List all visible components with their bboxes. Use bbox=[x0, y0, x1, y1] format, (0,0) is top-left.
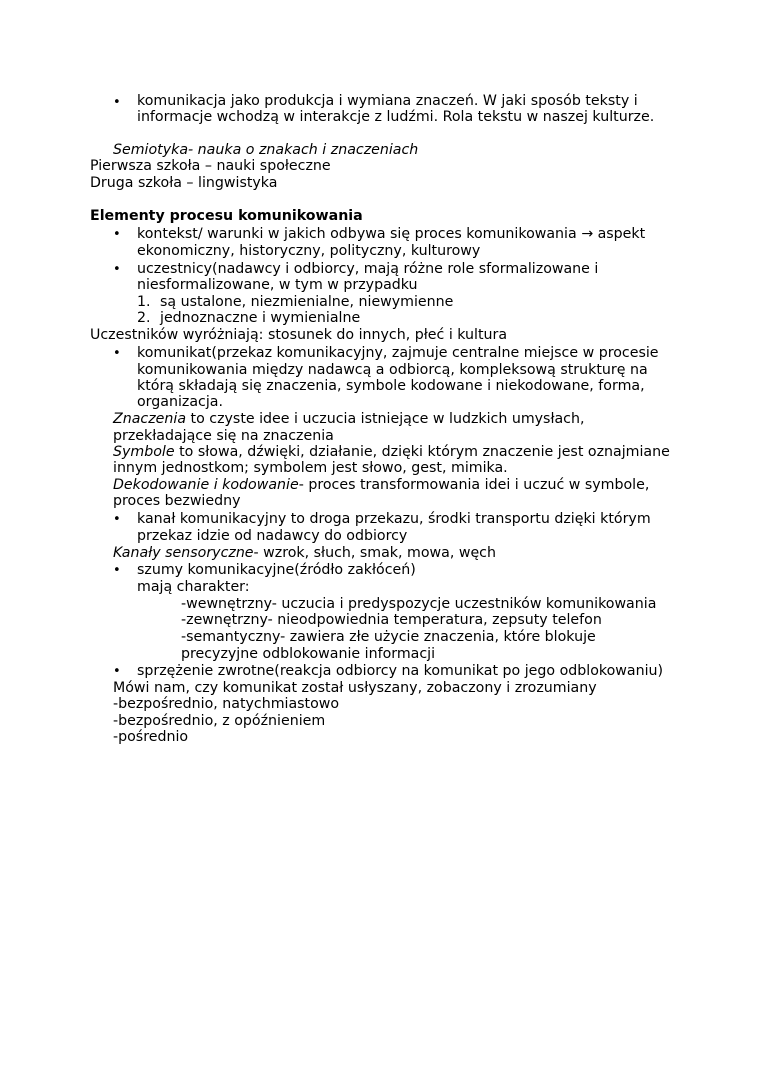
symbole-line-2: innym jednostkom; symbolem jest słowo, gest, mimika. bbox=[113, 460, 508, 476]
symbole-line-1 bbox=[113, 444, 670, 461]
znaczenia-term: Znaczenia bbox=[113, 411, 187, 427]
list-item-2: jednoznaczne i wymienialne bbox=[160, 310, 361, 326]
szumy-line-2: mają charakter: bbox=[137, 579, 250, 595]
second-school: Druga szkoła – lingwistyka bbox=[90, 175, 278, 191]
bullet-marker: • bbox=[113, 262, 121, 277]
participants-distinguish: Uczestników wyróżniają: stosunek do innych, płeć i kultura bbox=[90, 327, 508, 343]
noise-internal: -wewnętrzny- uczucia i predyspozycje uczestników komunikowania bbox=[181, 596, 657, 612]
komunikat-line-1: komunikat(przekaz komunikacyjny, zajmuje centralne miejsce w procesie bbox=[137, 345, 659, 361]
kanal-line-2: przekaz idzie od nadawcy do odbiorcy bbox=[137, 528, 408, 544]
bullet-marker: • bbox=[113, 512, 121, 527]
feedback-indirect: -pośrednio bbox=[113, 729, 189, 745]
first-school: Pierwsza szkoła – nauki społeczne bbox=[90, 158, 331, 174]
komunikat-line-3: którą składają się znaczenia, symbole kodowane i niekodowane, forma, bbox=[137, 378, 645, 394]
bullet-marker: • bbox=[113, 95, 121, 110]
kanaly-text: - wzrok, słuch, smak, mowa, węch bbox=[253, 545, 496, 561]
noise-external: -zewnętrzny- nieodpowiednia temperatura, zepsuty telefon bbox=[181, 612, 602, 628]
znaczenia-line-1 bbox=[113, 411, 584, 428]
intro-bullet-line-1: komunikacja jako produkcja i wymiana znaczeń. W jaki sposób teksty i bbox=[137, 93, 638, 109]
bullet-marker: • bbox=[113, 227, 121, 242]
feedback-direct-delayed: -bezpośrednio, z opóźnieniem bbox=[113, 713, 326, 729]
komunikat-line-4: organizacja. bbox=[137, 394, 223, 410]
dekodowanie-text: - proces transformowania idei i uczuć w symbole, bbox=[298, 477, 650, 493]
kanal-line-1: kanał komunikacyjny to droga przekazu, środki transportu dzięki którym bbox=[137, 511, 651, 527]
symbole-text: to słowa, dźwięki, działanie, dzięki którym znaczenie jest oznajmiane bbox=[174, 444, 670, 460]
bullet-marker: • bbox=[113, 664, 121, 679]
znaczenia-line-2: przekładające się na znaczenia bbox=[113, 428, 334, 444]
list-number-1: 1. bbox=[137, 294, 151, 310]
szumy-line-1: szumy komunikacyjne(źródło zakłóceń) bbox=[137, 562, 416, 578]
intro-bullet-line-2: informacje wchodzą w interakcje z ludźmi. Rola tekstu w naszej kulturze. bbox=[137, 109, 655, 125]
dekodowanie-line-1 bbox=[113, 477, 649, 494]
list-number-2: 2. bbox=[137, 310, 151, 326]
bullet-marker: • bbox=[113, 563, 121, 578]
dekodowanie-term: Dekodowanie i kodowanie bbox=[113, 477, 299, 493]
znaczenia-text: to czyste idee i uczucia istniejące w ludzkich umysłach, bbox=[186, 411, 585, 427]
feedback-direct-immediate: -bezpośrednio, natychmiastowo bbox=[113, 696, 340, 712]
list-item-1: są ustalone, niezmienialne, niewymienne bbox=[160, 294, 454, 310]
uczestnicy-line-2: niesformalizowane, w tym w przypadku bbox=[137, 277, 418, 293]
section-heading: Elementy procesu komunikowania bbox=[90, 208, 363, 224]
kanaly-term: Kanały sensoryczne bbox=[113, 545, 254, 561]
kontekst-line-2: ekonomiczny, historyczny, polityczny, kulturowy bbox=[137, 243, 481, 259]
bullet-marker: • bbox=[113, 346, 121, 361]
dekodowanie-line-2: proces bezwiedny bbox=[113, 493, 241, 509]
noise-semantic-line-2: precyzyjne odblokowanie informacji bbox=[181, 646, 436, 662]
noise-semantic-line-1: -semantyczny- zawiera złe użycie znaczenia, które blokuje bbox=[181, 629, 596, 645]
feedback-description: Mówi nam, czy komunikat został usłyszany, zobaczony i zrozumiany bbox=[113, 680, 597, 696]
semiotyka-definition: Semiotyka- nauka o znakach i znaczeniach bbox=[113, 142, 419, 158]
komunikat-line-2: komunikowania między nadawcą a odbiorcą, kompleksową strukturę na bbox=[137, 362, 648, 378]
symbole-term: Symbole bbox=[113, 444, 175, 460]
uczestnicy-line-1: uczestnicy(nadawcy i odbiorcy, mają różne role sformalizowane i bbox=[137, 261, 599, 277]
sprzezenie-zwrotne: sprzężenie zwrotne(reakcja odbiorcy na komunikat po jego odblokowaniu) bbox=[137, 663, 664, 679]
kontekst-line-1: kontekst/ warunki w jakich odbywa się proces komunikowania → aspekt bbox=[137, 226, 646, 242]
kanaly-sensoryczne bbox=[113, 545, 496, 562]
